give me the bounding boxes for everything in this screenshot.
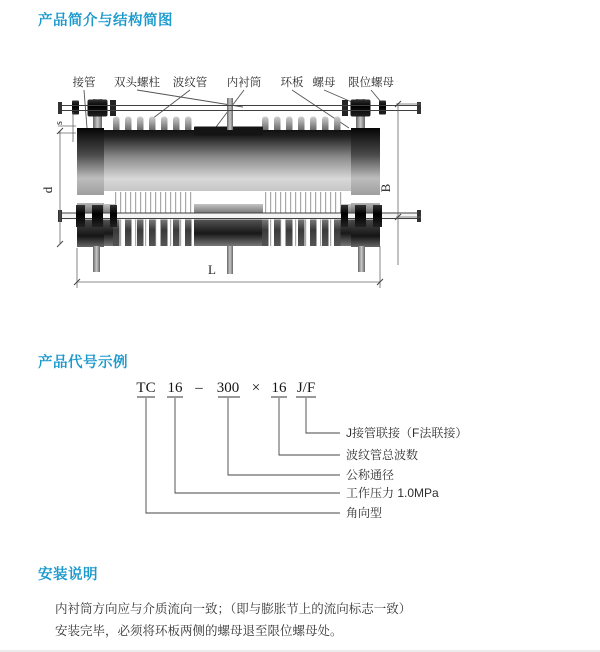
- install-text-line-1: 内衬筒方向应与介质流向一致；（即与膨胀节上的流向标志一致）: [55, 602, 412, 616]
- dimension-b: [378, 101, 421, 265]
- section-title-code: 产品代号示例: [38, 355, 128, 371]
- legend-item-connection: J接管联接（F法联接）: [346, 426, 468, 440]
- dim-label-d: d: [40, 186, 55, 194]
- legend-item-waves: 波纹管总波数: [346, 448, 419, 462]
- diagram-part-labels: [73, 75, 395, 89]
- legend-item-diameter: 公称通径: [346, 468, 395, 482]
- legend-item-type: 角向型: [346, 506, 383, 520]
- lower-stud-right: [358, 246, 365, 272]
- code-token-diameter: 300: [216, 380, 240, 396]
- part-label-nut: 螺母: [312, 77, 336, 89]
- dim-label-s: s: [54, 121, 65, 125]
- code-token-connection: J/F: [296, 380, 316, 396]
- flange-left: [77, 128, 104, 195]
- part-label-limit-nut: 限位螺母: [348, 77, 394, 89]
- code-tokens: [136, 380, 315, 396]
- legend-item-pressure: 工作压力 1.0MPa: [346, 486, 439, 500]
- dim-label-b: B: [378, 183, 393, 193]
- tie-rod-top: [58, 98, 421, 130]
- dim-label-l: L: [208, 262, 216, 277]
- bellows-upper-body: [77, 127, 380, 196]
- install-text-line-2: 安装完毕，必须将环板两侧的螺母退至限位螺母处。: [55, 624, 343, 638]
- part-label-ring-plate: 环板: [280, 77, 304, 89]
- code-token-times: ×: [251, 380, 261, 396]
- code-token-pressure: 16: [167, 380, 183, 396]
- structure-diagram: [0, 60, 600, 315]
- code-token-waves: 16: [271, 380, 287, 396]
- code-legend: [346, 425, 467, 520]
- product-code-diagram: [0, 368, 600, 528]
- code-token-dash: –: [195, 380, 203, 396]
- flange-right: [351, 128, 380, 195]
- code-token-type: TC: [136, 380, 156, 396]
- code-connector-lines: [146, 398, 340, 513]
- section-title-intro: 产品简介与结构简图: [38, 13, 173, 29]
- center-stud-top: [227, 98, 233, 130]
- dimension-d: [40, 128, 63, 247]
- lower-stud-center: [227, 246, 233, 274]
- part-label-bellows: 波纹管: [172, 77, 208, 89]
- part-label-liner: 内衬筒: [226, 77, 262, 89]
- part-label-pipe: 接管: [72, 77, 96, 89]
- lower-stud-left: [93, 246, 100, 272]
- dimension-s: [54, 112, 76, 142]
- part-label-double-stud: 双头螺柱: [114, 77, 160, 89]
- section-title-install: 安装说明: [38, 567, 98, 583]
